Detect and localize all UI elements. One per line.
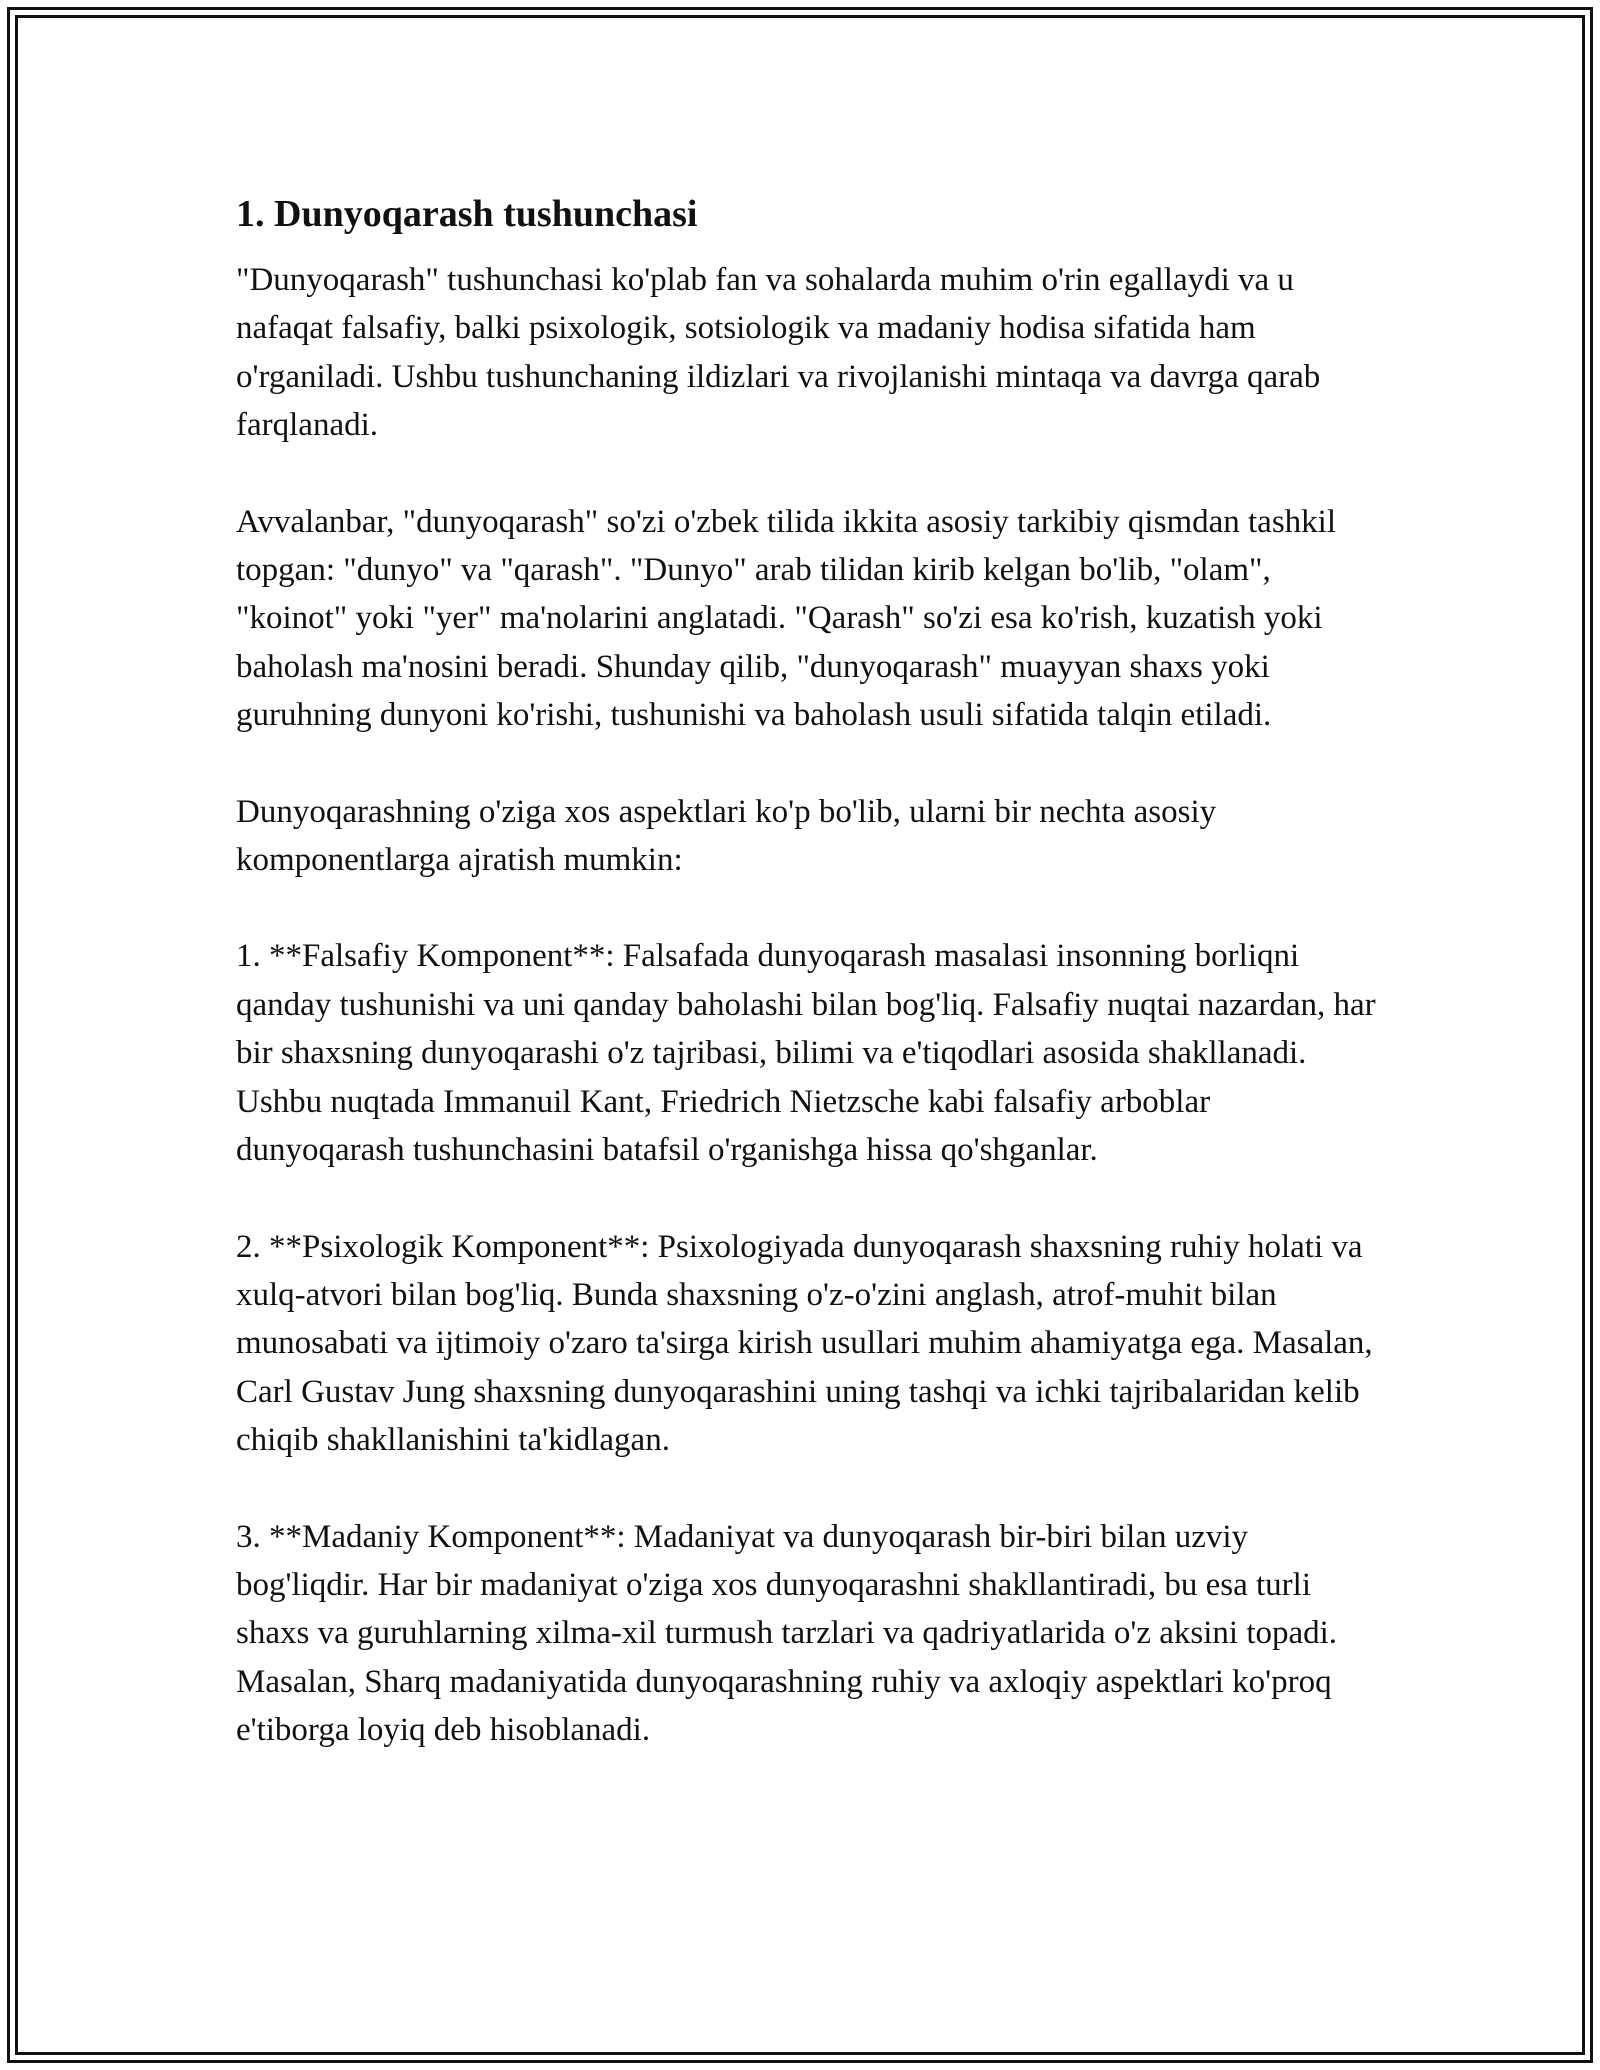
paragraph-etymology: Avvalanbar, "dunyoqarash" so'zi o'zbek tilida ikkita asosiy tarkibiy qismdan tashkil topgan: "dunyo" va "qarash". "Dunyo" arab tilidan kirib kelgan bo'lib, "olam", "koinot" yoki "yer" ma'nolarini anglatadi. "Qarash" so'zi esa ko'rish, kuzatish yoki baholash ma'nosini beradi. Shunday qilib, "dunyoqarash" muayyan shaxs yoki guruhning dunyoni ko'rishi, tushunishi va baholash usuli sifatida talqin etiladi.: [236, 503, 1337, 734]
document-body: [236, 190, 1386, 1803]
paragraph-aspects: Dunyoqarashning o'ziga xos aspektlari ko'p bo'lib, ularni bir nechta asosiy komponentlarga ajratish mumkin:: [236, 793, 1217, 879]
section-heading: 1. Dunyoqarash tushunchasi: [236, 193, 698, 235]
paragraph-psychological-component: 2. **Psixologik Komponent**: Psixologiyada dunyoqarash shaxsning ruhiy holati va xulq-atvori bilan bog'liq. Bunda shaxsning o'z-o'zini anglash, atrof-muhit bilan munosabati va ijtimoiy o'zaro ta'sirga kirish usullari muhim ahamiyatga ega. Masalan, Carl Gustav Jung shaxsning dunyoqarashini uning tashqi va ichki tajribalaridan kelib chiqib shakllanishini ta'kidlagan.: [236, 1228, 1373, 1459]
paragraph-cultural-component: 3. **Madaniy Komponent**: Madaniyat va dunyoqarash bir-biri bilan uzviy bog'liqdir. Har bir madaniyat o'ziga xos dunyoqarashni shakllantiradi, bu esa turli shaxs va guruhlarning xilma-xil turmush tarzlari va qadriyatlarida o'z aksini topadi. Masalan, Sharq madaniyatida dunyoqarashning ruhiy va axloqiy aspektlari ko'proq e'tiborga loyiq deb hisoblanadi.: [236, 1518, 1338, 1749]
paragraph-philosophical-component: 1. **Falsafiy Komponent**: Falsafada dunyoqarash masalasi insonning borliqni qanday tushunishi va uni qanday baholashi bilan bog'liq. Falsafiy nuqtai nazardan, har bir shaxsning dunyoqarashi o'z tajribasi, bilimi va e'tiqodlari asosida shakllanadi. Ushbu nuqtada Immanuil Kant, Friedrich Nietzsche kabi falsafiy arboblar dunyoqarash tushunchasini batafsil o'rganishga hissa qo'shganlar.: [236, 938, 1376, 1169]
paragraph-intro: "Dunyoqarash" tushunchasi ko'plab fan va sohalarda muhim o'rin egallaydi va u nafaqat falsafiy, balki psixologik, sotsiologik va madaniy hodisa sifatida ham o'rganiladi. Ushbu tushunchaning ildizlari va rivojlanishi mintaqa va davrga qarab farqlanadi.: [236, 262, 1321, 444]
